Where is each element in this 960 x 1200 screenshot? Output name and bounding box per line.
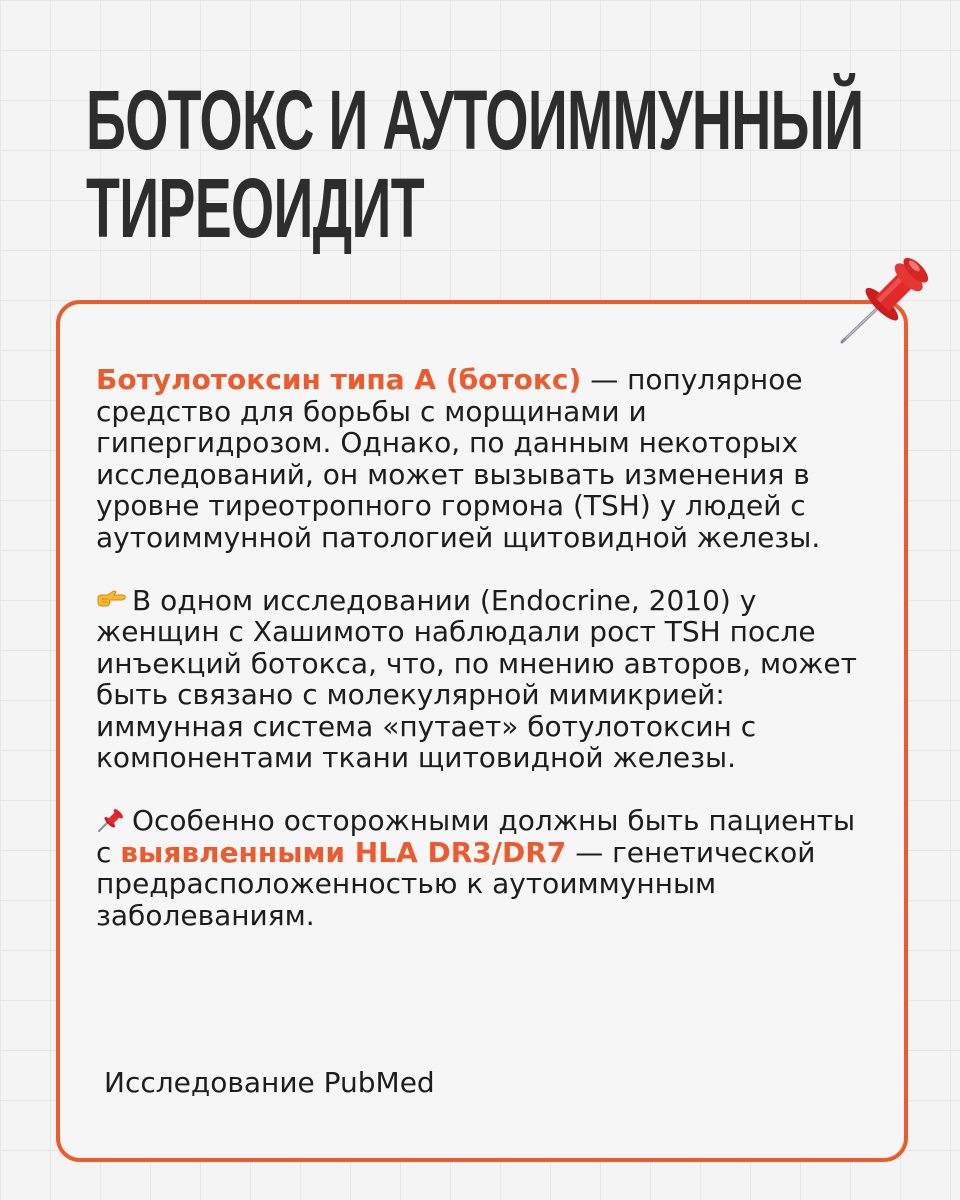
- paragraph-study: [96, 585, 876, 774]
- page-title: [86, 73, 864, 255]
- source-label: Исследование PubMed: [104, 1066, 435, 1099]
- card-content: [96, 364, 876, 931]
- pointing-hand-icon: [96, 588, 126, 612]
- pushpin-small-icon: [96, 808, 126, 832]
- paragraph-warning-text-1: Особенно осторожными должны быть пациенты с: [96, 804, 856, 869]
- paragraph-warning-text-2: — генетической предрасположенностью к аутоиммунным заболеваниям.: [96, 835, 816, 932]
- paragraph-intro: [96, 364, 876, 553]
- paragraph-warning: [96, 805, 876, 931]
- pushpin-icon: [836, 250, 936, 350]
- title-line-1: БОТОКС И АУТОИММУННЫЙ: [86, 73, 864, 167]
- botox-highlight: Ботулотоксин типа А (ботокс): [96, 363, 582, 396]
- title-line-2: ТИРЕОИДИТ: [86, 161, 424, 255]
- paragraph-intro-text: — популярное средство для борьбы с морщинами и гипергидрозом. Однако, по данным некоторых исследований, он может вызывать изменения в уровне тиреотропного гормона (TSH) у людей с аутоиммунной патологией щитовидной железы.: [96, 363, 821, 554]
- hla-highlight: выявленными HLA DR3/DR7: [120, 835, 567, 869]
- paragraph-study-text: В одном исследовании (Endocrine, 2010) у женщин с Хашимото наблюдали рост TSH после инъекций ботокса, что, по мнению авторов, может быть связано с молекулярной мимикрией: иммунная система «путает» ботулотоксин с компонентами ткани щитовидной железы.: [96, 583, 857, 774]
